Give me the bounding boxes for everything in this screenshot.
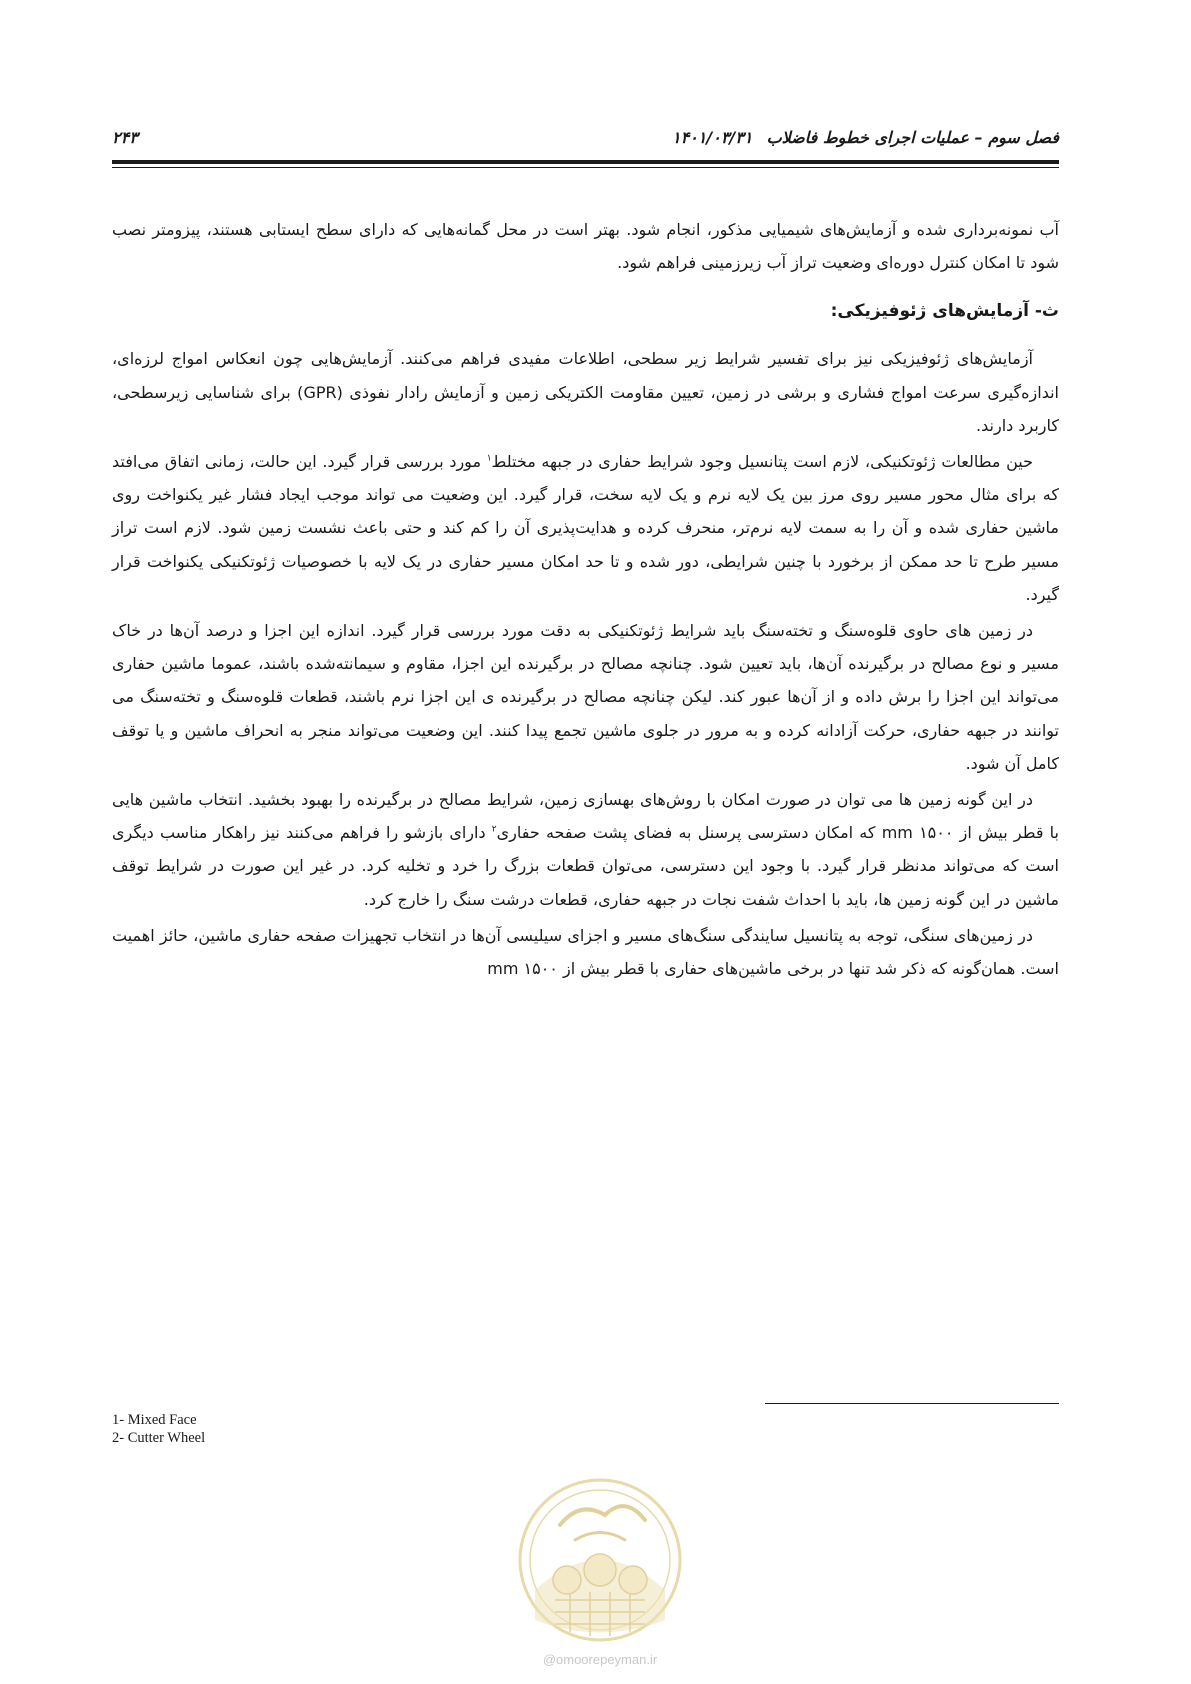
section-heading: ث- آزمایش‌های ژئوفیزیکی: [830, 301, 1059, 322]
footnote-item: 1- Mixed Face [112, 1412, 197, 1428]
paragraph-boulders: در زمین های حاوی قلوه‌سنگ و تخته‌سنگ باید شرایط ژئوتکنیکی به دقت مورد بررسی قرار گیرد. اندازه این اجزا و درصد آن‌ها در خاک مسیر و نوع مصالح در برگیرنده آن‌ها، باید تعیین شود. چنانچه مصالح در برگیرنده این اجزا، مقاوم و سیمانته‌شده باشند، عموما ماشین حفاری می‌تواند این اجزا را برش داده و از آن‌ها عبور کند. لیکن چنانچه مصالح در برگیرنده ی این اجزا نرم باشند، قطعات قلوه‌سنگ و تخته‌سنگ می توانند در جبهه حفاری، حرکت آزادانه کرده و به مرور در جلوی ماشین تجمع پیدا کنند. این وضعیت می‌تواند منجر به انحراف ماشین و یا توقف کامل آن شود. [112, 621, 1059, 773]
page-number: ۲۴۳ [112, 128, 138, 147]
chapter-title: فصل سوم – عملیات اجرای خطوط فاضلاب [766, 128, 1059, 147]
paragraph-text: مورد بررسی قرار گیرد. این حالت، زمانی اتفاق می‌افتد که برای مثال محور مسیر روی مرز بین یک لایه نرم و یک لایه سخت، قرار گیرد. این وضعیت می تواند موجب ایجاد فشار غیر یکنواخت روی ماشین حفاری شده و آن را به سمت لایه نرم‌تر، منحرف کرده و هدایت‌پذیری آن را کم کند و حتی باعث نشست زمین شود. لازم است تراز مسیر طرح تا حد ممکن از برخورد با چنین شرایطی، دور شده و تا حد امکان مسیر حفاری در یک لایه با خصوصیات ژئوتکنیکی یکنواخت قرار گیرد. [112, 452, 1059, 604]
paragraph-rock-ground: در زمین‌های سنگی، توجه به پتانسیل سایندگی سنگ‌های مسیر و اجزای سیلیسی آن‌ها در انتخاب تجهیزات صفحه حفاری ماشین، حائز اهمیت است. همان‌گونه که ذکر شد تنها در برخی ماشین‌های حفاری با قطر بیش از ۱۵۰۰ mm [112, 925, 1059, 979]
page-header [112, 128, 1059, 152]
paragraph-geophysics: آزمایش‌های ژئوفیزیکی نیز برای تفسیر شرایط زیر سطحی، اطلاعات مفیدی فراهم می‌کنند. آزمایش‌هایی چون انعکاس امواج لرزه‌ای، اندازه‌گیری سرعت امواج فشاری و برشی در زمین، تعیین مقاومت الکتریکی زمین و آزمایش رادار نفوذی (GPR) برای شناسایی زیرسطحی، کاربرد دارند. [112, 349, 1060, 435]
footnote-item: 2- Cutter Wheel [112, 1430, 206, 1446]
paragraph-text: دارای بازشو را فراهم می‌کنند نیز راهکار مناسب دیگری است که می‌تواند مدنظر قرار گیرد. با وجود این دسترسی، می‌توان قطعات بزرگ را خرد و تخلیه کرد. در غیر این صورت در شرایط توقف ماشین در این گونه زمین ها، باید با احداث شفت نجات در جبهه حفاری، قطعات درشت سنگ را خارج کرد. [112, 823, 1059, 909]
page-body [112, 213, 1059, 988]
header-rule-thin [112, 167, 1059, 168]
paragraph-text: حین مطالعات ژئوتکنیکی، لازم است پتانسیل وجود شرایط حفاری در جبهه مختلط [491, 452, 1034, 472]
footnotes [112, 1411, 205, 1447]
paragraph-ground-improvement [112, 783, 1059, 916]
footnote-marker: ۱ [486, 453, 492, 464]
header-rule-thick [112, 160, 1059, 164]
watermark-seal-icon [505, 1470, 695, 1650]
watermark-logo [505, 1470, 695, 1670]
intro-paragraph: آب نمونه‌برداری شده و آزمایش‌های شیمیایی مذکور، انجام شود. بهتر است در محل گمانه‌هایی که دارای سطح ایستابی هستند، پیزومتر نصب شود تا امکان کنترل دوره‌ای وضعیت تراز آب زیرزمینی فراهم شود. [112, 220, 1059, 273]
watermark-url: @omoorepeyman.ir [542, 1652, 658, 1667]
paragraph-mixed-face [112, 445, 1059, 611]
footnote-rule [765, 1403, 1059, 1404]
paragraph-text: در این گونه زمین ها می توان در صورت امکان با روش‌های بهسازی زمین، شرایط مصالح در برگیرنده را بهبود بخشید. انتخاب ماشین هایی با قطر بیش از ۱۵۰۰ mm که امکان دسترسی پرسنل به فضای پشت صفحه حفاری [112, 790, 1060, 843]
header-date: ۱۴۰۱/۰۳/۳۱ [672, 128, 753, 147]
footnote-marker: ۲ [491, 824, 497, 835]
